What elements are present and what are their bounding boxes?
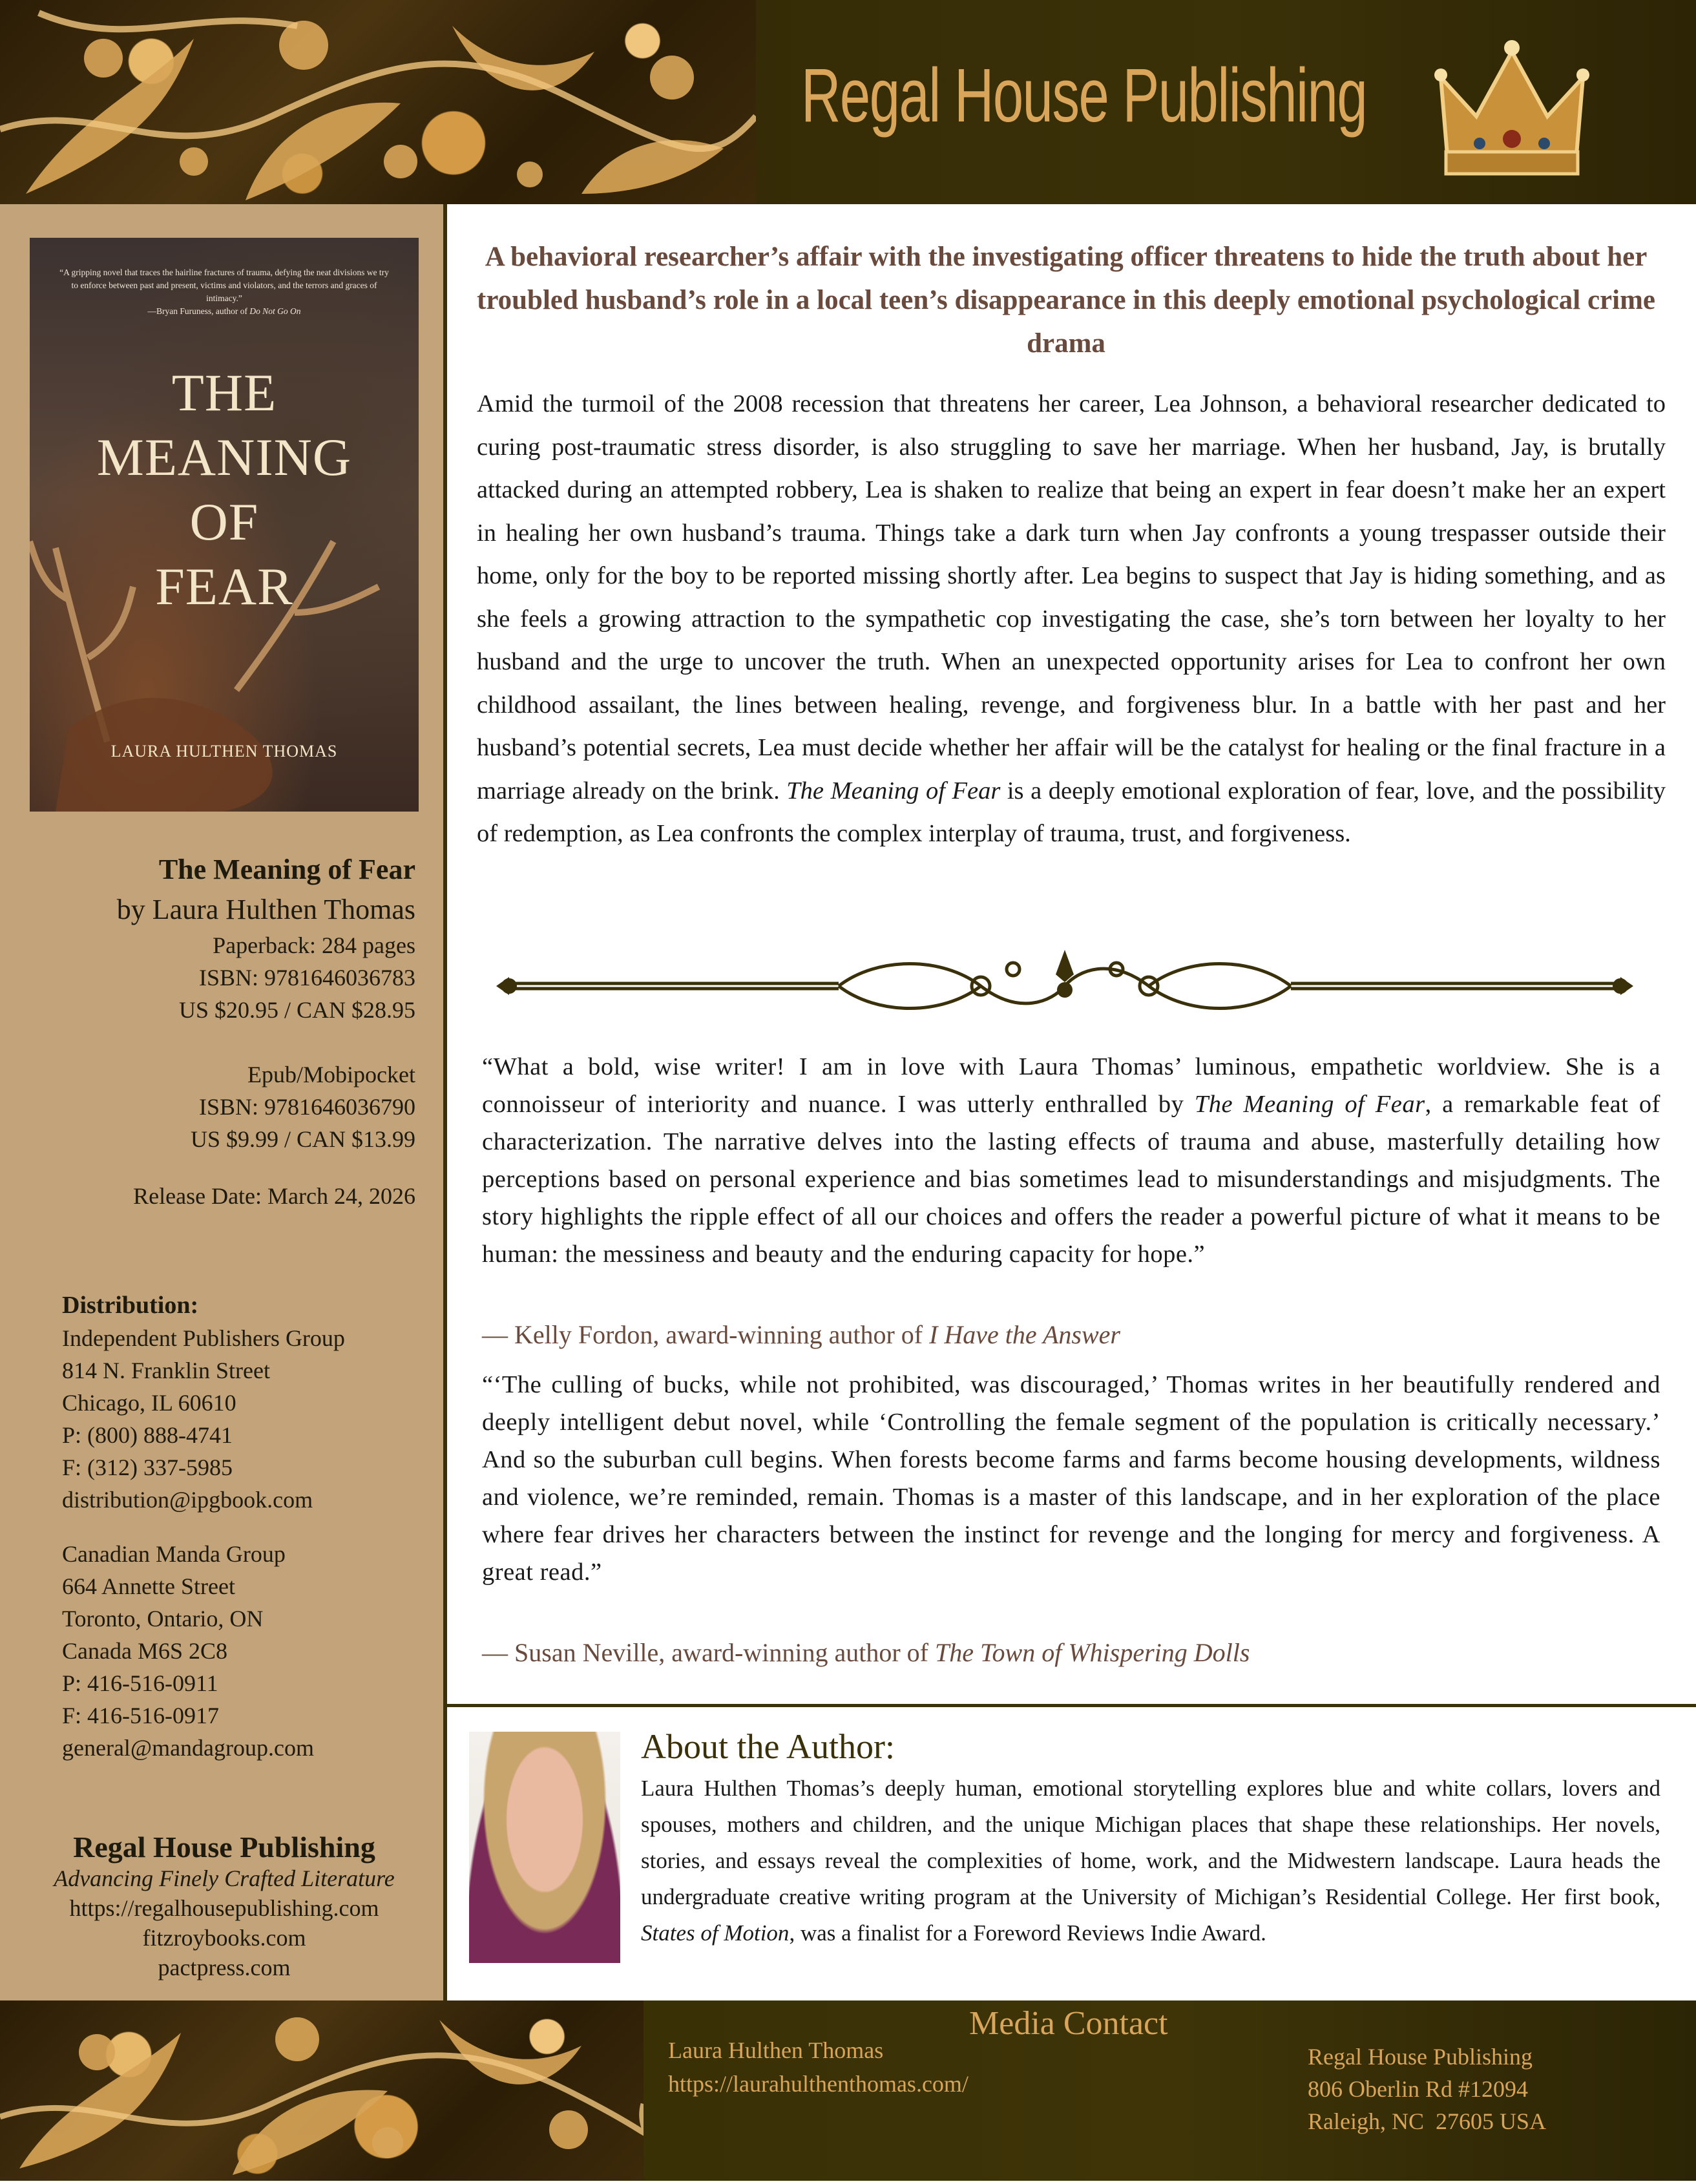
ebook-isbn: ISBN: 9781646036790 (198, 1094, 415, 1120)
manda-country: Canada M6S 2C8 (62, 1638, 227, 1664)
ipg-phone: P: (800) 888-4741 (62, 1422, 233, 1448)
ebook-price: US $9.99 / CAN $13.99 (190, 1126, 415, 1152)
manda-name: Canadian Manda Group (62, 1541, 286, 1567)
manda-street: 664 Annette Street (62, 1573, 235, 1599)
paperback-isbn: ISBN: 9781646036783 (198, 965, 415, 991)
author-website-link[interactable]: https://laurahulthenthomas.com/ (668, 2071, 968, 2097)
footer-publisher-street: 806 Oberlin Rd #12094 (1308, 2076, 1528, 2102)
paperback-format: Paperback: 284 pages (213, 932, 415, 958)
book-title: The Meaning of Fear (158, 854, 415, 885)
section-rule (447, 1704, 1696, 1707)
book-author: by Laura Hulthen Thomas (116, 894, 415, 925)
ornamental-pattern (0, 0, 756, 204)
review-attribution-2: — Susan Neville, award-winning author of The Town of Whispering Dolls (482, 1638, 1250, 1667)
publisher-tagline: Advancing Finely Crafted Literature (54, 1865, 395, 1891)
footer-publisher-name: Regal House Publishing (1308, 2044, 1533, 2070)
ipg-email[interactable]: distribution@ipgbook.com (62, 1487, 313, 1513)
ipg-fax: F: (312) 337-5985 (62, 1454, 233, 1480)
ipg-street: 814 N. Franklin Street (62, 1358, 270, 1383)
distribution-label: Distribution: (62, 1292, 199, 1319)
pactpress-link[interactable]: pactpress.com (158, 1955, 291, 1980)
cover-author: LAURA HULTHEN THOMAS (110, 742, 338, 761)
review-quote-2: “‘The culling of bucks, while not prohibited, was discouraged,’ Thomas writes in her beautifully rendered and deeply intelligent debut novel, while ‘Controlling the female segment of the population is critically necessary.’ And so the suburban cull begins. When forests become farms and farms become housing developments, wildness and violence, we’re reminded, remain. Thomas is a master of this landscape, and in her exploration of the place where fear drives her characters between the instinct for revenge and the longing for mercy and forgiveness. A great read.” (482, 1371, 1660, 1586)
ornamental-divider (490, 943, 1640, 1021)
ipg-city: Chicago, IL 60610 (62, 1390, 236, 1416)
manda-email[interactable]: general@mandagroup.com (62, 1735, 315, 1761)
book-cover (30, 238, 419, 812)
about-author-heading: About the Author: (641, 1727, 895, 1766)
author-photo (469, 1732, 620, 1963)
manda-city: Toronto, Ontario, ON (62, 1606, 264, 1632)
footer-ornament (0, 2000, 644, 2181)
cover-blurb: “A gripping novel that traces the hairline fractures of trauma, defying the neat divisions we try to enforce between past and present, victims and violators, and the terrors and graces of intimacy.” —Bryan Furuness, author of Do Not Go On (59, 268, 389, 316)
cover-title: THE MEANING OF FEAR (96, 363, 352, 616)
manda-fax: F: 416-516-0917 (62, 1703, 219, 1728)
headline: A behavioral researcher’s affair with the investigating officer threatens to hide the truth about her troubled husband’s role in a local teen’s disappearance in this deeply emotional psychological crime drama (477, 242, 1655, 359)
media-contact-heading: Media Contact (969, 2005, 1168, 2042)
manda-phone: P: 416-516-0911 (62, 1670, 218, 1696)
fitzroy-link[interactable]: fitzroybooks.com (142, 1925, 306, 1951)
review-quote-1: “What a bold, wise writer! I am in love with Laura Thomas’ luminous, empathetic worldview. She is a connoisseur of interiority and nuance. I was utterly enthralled by The Meaning of Fear, a remarkable feat of characterization. The narrative delves into the lasting effects of trauma and abuse, masterfully detailing how perceptions based on personal experience and bias sometimes lead to misunderstandings and misjudgments. The story highlights the ripple effect of all our choices and offers the reader a powerful picture of what it means to be human: the messiness and beauty and the enduring capacity for hope.” (482, 1053, 1660, 1268)
publisher-brand: Regal House Publishing (801, 53, 1367, 138)
crown-icon (1428, 26, 1596, 181)
ebook-format: Epub/Mobipocket (247, 1062, 415, 1087)
release-date: Release Date: March 24, 2026 (133, 1183, 415, 1209)
author-contact-name: Laura Hulthen Thomas (668, 2037, 884, 2063)
publisher-link[interactable]: https://regalhousepublishing.com (69, 1895, 379, 1921)
about-author-text: Laura Hulthen Thomas’s deeply human, emotional storytelling explores blue and white collars, lovers and spouses, mothers and children, and the unique Michigan places that shape these relationships. Her novels, stories, and essays reveal the complexities of home, work, and the Midwestern landscape. Laura heads the undergraduate creative writing program at the University of Michigan’s Residential College. Her first book, States of Motion, was a finalist for a Foreword Reviews Indie Award. (641, 1776, 1660, 1946)
floral-ornament (0, 0, 756, 204)
book-description: Amid the turmoil of the 2008 recession that threatens her career, Lea Johnson, a behavioral researcher dedicated to curing post-traumatic stress disorder, is also struggling to save her marriage. When her husband, Jay, is brutally attacked during an attempted robbery, Lea is shaken to realize that being an expert in fear doesn’t make her an expert in healing her own husband’s trauma. Things take a dark turn when Jay confronts a young trespasser outside their home, only for the boy to be reported missing shortly after. Lea begins to suspect that Jay is hiding something, and as she feels a growing attraction to the sympathetic cop investigating the case, she’s torn between her loyalty to her husband and the urge to uncover the truth. When an unexpected opportunity arises for Lea to confront her own childhood assailant, the lines between healing, revenge, and forgiveness blur. In a battle with her past and her husband’s potential secrets, Lea must decide whether her affair will be the catalyst for healing or the final fracture in a marriage already on the brink. The Meaning of Fear is a deeply emotional exploration of fear, love, and the possibility of redemption, as Lea confronts the complex interplay of trauma, trust, and forgiveness. (477, 390, 1666, 847)
review-attribution-1: — Kelly Fordon, award-winning author of I Have the Answer (482, 1320, 1120, 1349)
publisher-name: Regal House Publishing (73, 1831, 375, 1864)
sidebar-divider (443, 204, 447, 2000)
ipg-name: Independent Publishers Group (62, 1325, 345, 1351)
footer-publisher-city: Raleigh, NC 27605 USA (1308, 2108, 1546, 2134)
paperback-price: US $20.95 / CAN $28.95 (178, 997, 415, 1023)
